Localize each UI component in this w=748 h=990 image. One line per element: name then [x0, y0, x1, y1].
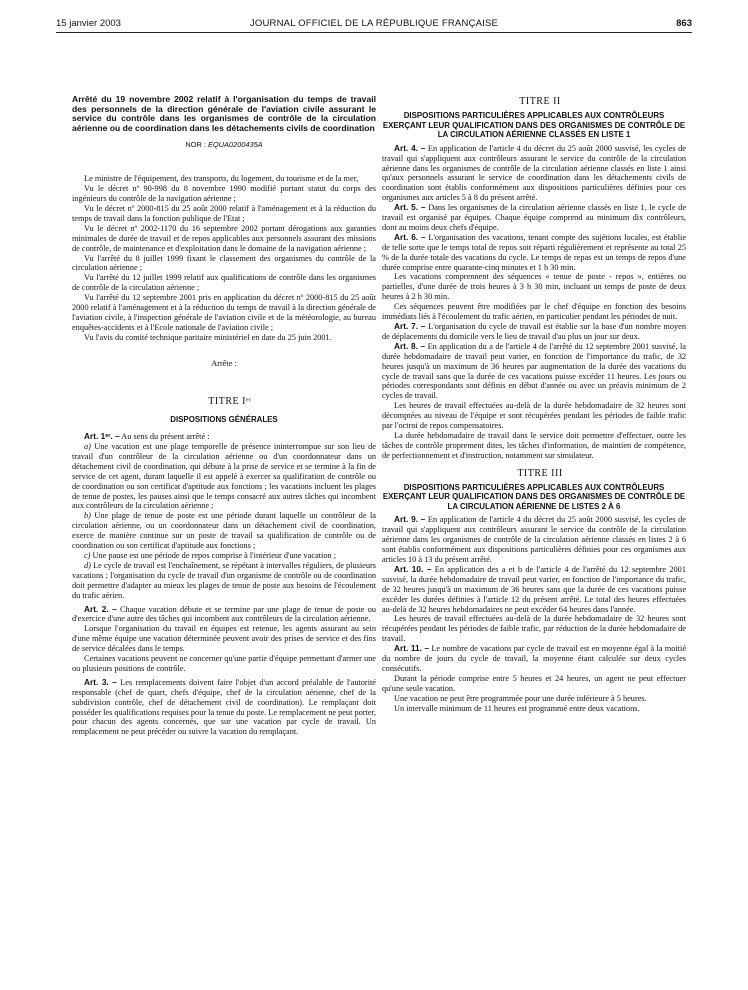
arrete-word: Arrête : [211, 358, 237, 368]
titre-2-heading: TITRE II [519, 96, 561, 107]
article-7: Art. 7. – L'organisation du cycle de travail est établie sur la base d'un nombre moyen de déplacements du domicile vers le lieu de travail d'au plus un jour sur deux. [382, 321, 687, 341]
intro-paragraph: Vu l'arrêté du 8 juillet 1999 fixant le classement des organismes du contrôle de la circulation aérienne ; [72, 253, 376, 273]
intro-paragraph: Vu le décret nº 90-998 du 8 novembre 1990 modifié portant statut du corps des ingénieurs du contrôle de la navigation aérienne ; [72, 184, 376, 204]
nor-label: NOR : [185, 140, 208, 150]
article-1-a: a) Une vacation est une plage temporelle de présence ininterrompue sur son lieu de travail d'un contrôleur de la circulation aérienne ou d'un coordonnateur dans un détachement civil de coordination, qui débute à la prise de service et se termine à la fin de service de cet agent, durant laquelle il est appelé à exercer sa qualification de contrôle ou de coordination ou son certificat d'aptitude aux fonctions ; les vacations incluent les plages de tenue de postes, les pauses ainsi que le temps consacré aux autres tâches qui incombent aux contrôleurs de la circulation aérienne ; [72, 442, 376, 511]
article-label: Art. 8. – [394, 340, 426, 351]
article-4: Art. 4. – En application de l'article 4 du décret du 25 août 2000 susvisé, les cycles de travail qui s'appliquent aux contrôleurs assurant le service du contrôle de la circulation aérienne dans les organismes de contrôle de la circulation aérienne classés en liste 1 ainsi qu'aux personnels assurant le service de coordination dans les détachements civils de coordination sont établis conformément aux dispositions particulières définies pour ces organismes aux articles 5 à 8 du présent arrêté. [382, 142, 686, 203]
article-2-para: Lorsque l'organisation du travail en équipes est retenue, les agents assurant au sein d'une même équipe une vacation déterminée peuvent avoir des prises de service et des fins de service décalées dans le temps. [72, 624, 376, 654]
article-1-b: b) Une plage de tenue de poste est une période durant laquelle un contrôleur de la circulation aérienne, ou un coordonnateur dans un détachement civil de coordination, exerce de manière continue sur un poste de travail sa qualification de contrôle ou de coordination ou son certificat d'aptitude aux fonctions ; [72, 511, 376, 551]
article-label: Art. 6. – [394, 231, 426, 242]
article-label: Art. 3. – [84, 676, 117, 687]
article-6: Art. 6. – L'organisation des vacations, tenant compte des sujétions locales, est établie de telle sorte que le temps total de repos soit réparti régulièrement et représente au total 25 % de la durée totale des vacations du cycle. Le temps de repas est un temps de repos d'une durée comprise entre quarante-cinq minutes et 1 h 30 min. [382, 231, 686, 272]
intro-paragraph: Vu l'arrêté du 12 septembre 2001 pris en application du décret nº 2000-815 du 25 août 2000 relatif à l'aménagement et à la réduction du temps de travail à la direction générale de l'aviation civile, à l'inspection générale de l'aviation civile et de la météorologie, au bureau enquêtes-accidents et à l'Ecole nationale de l'aviation civile ; [72, 293, 376, 332]
article-2-para: Certaines vacations peuvent ne concerner qu'une partie d'équipe permettant d'armer une ou plusieurs positions de contrôle. [72, 654, 376, 673]
nor-reference [72, 140, 376, 150]
article-label: Art. 11. – [394, 643, 430, 654]
titre-1-heading: TITRE Iᵉʳ [208, 395, 252, 407]
article-9: Art. 9. – En application de l'article 4 du décret du 25 août 2000 susvisé, les cycles de travail qui s'appliquent aux contrôleurs assurant le service du contrôle de la circulation aérienne dans les organismes de contrôle de la circulation aérienne classés en listes 2 à 6 sont établis conformément aux dispositions particulières définies pour ces organismes aux articles 10 à 13 du présent arrêté. [382, 514, 686, 564]
article-11-para: Une vacation ne peut être programmée pour une durée inférieure à 5 heures. [394, 693, 647, 703]
titre-2-subheading: DISPOSITIONS PARTICULIÈRES APPLICABLES AUX CONTRÔLEURS EXERÇANT LEUR QUALIFICATION DANS DES ORGANISMES DE CONTRÔLE DE LA CIRCULATION AÉRIENNE CLASSÉS EN LISTE 1 [382, 110, 686, 140]
article-10-para: Les heures de travail effectuées au-delà de la durée hebdomadaire de 32 heures sont récupérées pendant les périodes de faible trafic, par réduction de la durée hebdomadaire de travail. [382, 614, 686, 644]
article-8-para: Les heures de travail effectuées au-delà de la durée hebdomadaire de 32 heures sont décomptées au niveau de l'équipe et sont récupérées pendant les périodes de faible trafic par l'octroi de repos compensatoires. [382, 401, 686, 431]
article-1-c: c) Une pause est une période de repos comprise à l'intérieur d'une vacation ; [84, 550, 337, 560]
article-8: Art. 8. – En application du a de l'article 4 de l'arrêté du 12 septembre 2001 susvisé, la durée hebdomadaire de travail peut varier, en fonction de l'importance du trafic, de 32 heures jusqu'à un maximum de 36 heures par augmentation de la durée des vacations du cycle de travail sans que la durée de ces vacations puisse excéder 11 heures. Les jours ou périodes correspondants sont définis en début d'année ou avec un préavis minimum de 2 cycles de travail. [382, 340, 686, 401]
article-label: Art. 9. – [394, 514, 426, 525]
article-6-para: Ces séquences peuvent être modifiées par le chef d'équipe en fonction des besoins immédiats liés à l'écoulement du trafic aérien, en particulier pendant les périodes de nuit. [382, 302, 686, 322]
article-8-para: La durée hebdomadaire de travail dans le service doit permettre d'effectuer, outre les tâches de contrôle proprement dites, les tâches d'information, de maintien de compétence, de perfectionnement et d'instruction, notamment sur simulateur. [382, 430, 686, 460]
header-date: 15 janvier 2003 [56, 18, 121, 29]
article-11-para: Durant la période comprise entre 5 heures et 24 heures, un agent ne peut effectuer qu'une seule vacation. [382, 673, 686, 693]
article-5: Art. 5. – Dans les organismes de la circulation aérienne classés en liste 1, le cycle de travail est organisé par équipes. Chaque équipe comprend au minimum dix contrôleurs, dont au moins deux chefs d'équipe. [382, 202, 687, 232]
intro-paragraph: Vu l'avis du comité technique paritaire ministériel en date du 25 juin 2001. [84, 332, 332, 342]
titre-1-subheading: DISPOSITIONS GÉNÉRALES [170, 414, 278, 424]
titre-3-heading: TITRE III [517, 467, 563, 479]
nor-code: EQUA0200435A [207, 140, 263, 150]
page-header [56, 18, 692, 33]
titre-3-subheading: DISPOSITIONS PARTICULIÈRES APPLICABLES AUX CONTRÔLEURS EXERÇANT LEUR QUALIFICATION DANS DES ORGANISMES DE CONTRÔLE DE LA CIRCULATION AÉRIENNE DE LISTES 2 À 6 [382, 482, 686, 511]
header-journal-title: JOURNAL OFFICIEL DE LA RÉPUBLIQUE FRANÇAISE [249, 18, 499, 29]
article-11-para: Un intervalle minimum de 11 heures est programmé entre deux vacations. [394, 703, 640, 713]
intro-paragraph: Vu le décret nº 2002-1170 du 16 septembre 2002 portant dérogations aux garanties minimales de durée de travail et de repos applicables aux personnels assurant des missions de contrôle, de maintenance et d'exploitation dans le domaine de la navigation aérienne ; [72, 223, 376, 253]
article-1-d: d) Le cycle de travail est l'enchaînement, se répétant à intervalles réguliers, de plusieurs vacations ; l'organisation du cycle de travail d'un organisme de contrôle ou de coordination doit permettre d'adapter au mieux les plages de tenue de poste aux besoins de l'écoulement du trafic aérien. [72, 560, 376, 600]
article-label: Art. 10. – [394, 563, 432, 574]
article-1: Art. 1ᵉʳ. – Au sens du présent arrêté : [84, 431, 210, 442]
header-page-number: 863 [676, 18, 692, 29]
right-column [382, 97, 686, 714]
article-label: Art. 4. – [394, 142, 426, 153]
decree-title: Arrêté du 19 novembre 2002 relatif à l'organisation du temps de travail des personnels de la direction générale de l'aviation civile assurant le service du contrôle dans les organismes de contrôle de la circulation aérienne ou de coordination dans les détachements civils de coordination [72, 94, 376, 133]
left-column [72, 95, 376, 737]
article-3: Art. 3. – Les remplacements doivent faire l'objet d'un accord préalable de l'autorité responsable (chef de quart, chefs d'équipe, chef de la circulation aérienne, chef de la subdivision contrôle, chef de détachement civil de coordination). Le remplaçant doit posséder les qualifications requises pour la tenue du poste. Le remplacement ne peut porter, pour chacun des agents concernés, que sur une vacation par cycle de travail. Un remplacement ne peut précéder ou suivre la vacation du remplaçant. [72, 676, 377, 737]
article-label: Art. 1ᵉʳ. – [84, 431, 120, 442]
article-label: Art. 2. – [84, 603, 117, 614]
article-2: Art. 2. – Chaque vacation débute et se termine par une plage de tenue de poste ou d'exercice d'une autre des tâches qui incombent aux contrôleurs de la circulation aérienne. [72, 603, 376, 624]
article-11: Art. 11. – Le nombre de vacations par cycle de travail est en moyenne égal à la moitié du nombre de jours du cycle de travail, la moyenne étant calculée sur deux cycles consécutifs. [382, 643, 687, 673]
intro-paragraph: Vu l'arrêté du 12 juillet 1999 relatif aux qualifications de contrôle dans les organismes de contrôle de la circulation aérienne ; [72, 273, 376, 293]
article-label: Art. 5. – [394, 202, 426, 213]
intro-paragraph: Le ministre de l'équipement, des transports, du logement, du tourisme et de la mer, [84, 174, 359, 184]
article-10: Art. 10. – En application des a et b de l'article 4 de l'arrêté du 12 septembre 2001 susvisé, la durée hebdomadaire de travail peut varier, en fonction de l'importance du trafic, de 32 heures jusqu'à un maximum de 36 heures sans que la durée de ces vacations puisse excéder les durées définies à l'article 12 du présent arrêté. Le total des heures effectuées au-delà de 32 heures hebdomadaires ne peut excéder 64 heures dans l'année. [382, 563, 686, 614]
article-label: Art. 7. – [394, 321, 426, 331]
intro-paragraph: Vu le décret nº 2000-815 du 25 août 2000 relatif à l'aménagement et à la réduction du temps de travail dans la fonction publique de l'Etat ; [72, 204, 376, 223]
article-6-para: Les vacations comprennent des séquences « tenue de poste - repos », entières ou partielles, d'une durée de trois heures à 3 h 30 min, incluant un temps de poste de deux heures à 2 h 30 min. [382, 272, 686, 302]
